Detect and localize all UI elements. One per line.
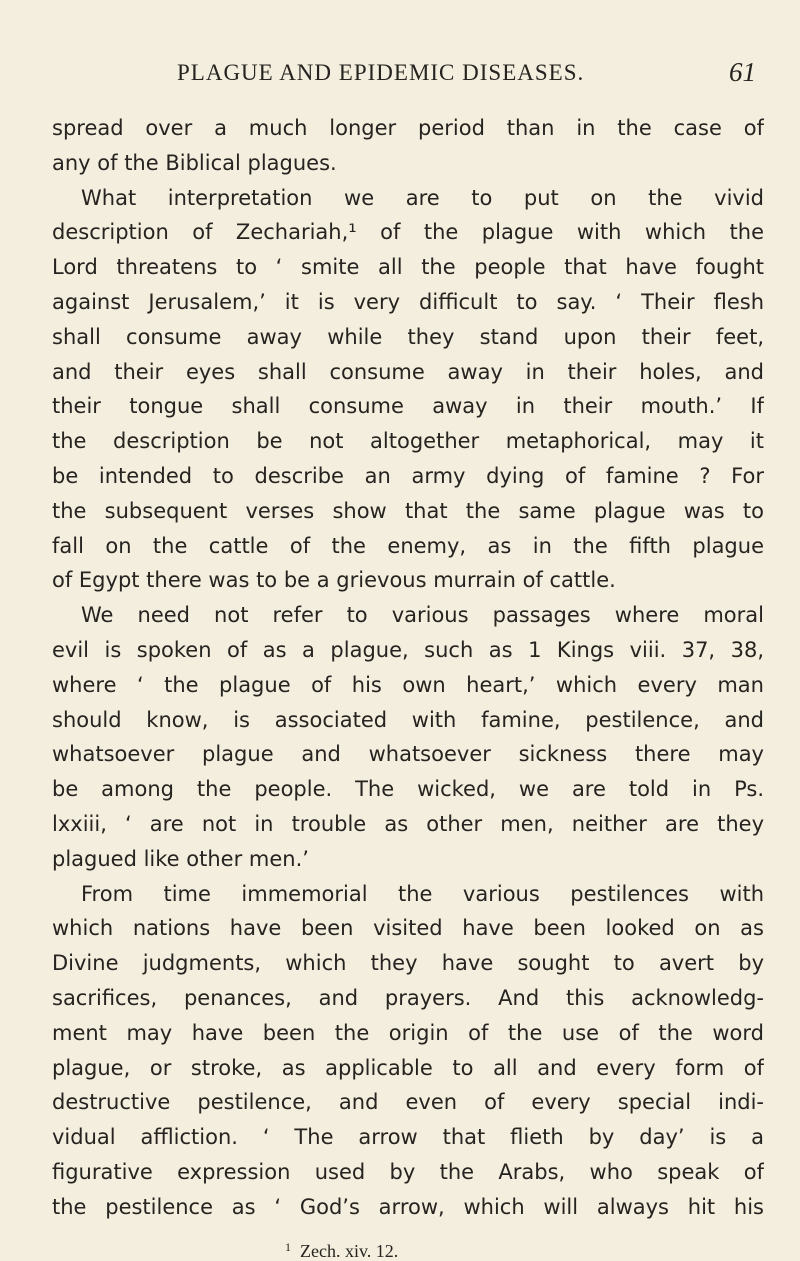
text-line: and their eyes shall consume away in their holes, and <box>52 359 764 384</box>
text-line: description of Zechariah,¹ of the plague with which the <box>52 220 764 245</box>
text-line: the description be not altogether metaphorical, may it <box>52 429 764 454</box>
text-line: where ‘ the plague of his own heart,’ which every man <box>52 672 764 697</box>
text-line: spread over a much longer period than in the case of <box>52 116 764 140</box>
paragraph-first-line: What interpretation we are to put on the vivid <box>81 185 764 210</box>
footnote-text: Zech. xiv. 12. <box>300 1241 399 1261</box>
footnote <box>285 1237 398 1261</box>
text-line: shall consume away while they stand upon their feet, <box>52 324 764 349</box>
text-line: be intended to describe an army dying of famine ? For <box>52 463 764 488</box>
text-line: the pestilence as ‘ God’s arrow, which will always hit his <box>52 1194 764 1219</box>
text-line: evil is spoken of as a plague, such as 1 Kings viii. 37, 38, <box>52 637 764 662</box>
text-line: should know, is associated with famine, pestilence, and <box>52 707 764 732</box>
text-line: of Egypt there was to be a grievous murrain of cattle. <box>52 568 616 593</box>
text-line: ment may have been the origin of the use of the word <box>52 1020 764 1045</box>
text-line: Divine judgments, which they have sought to avert by <box>52 951 764 976</box>
body-text <box>52 111 764 1225</box>
text-line: plague, or stroke, as applicable to all and every form of <box>52 1055 764 1080</box>
text-line: vidual affliction. ‘ The arrow that flieth by day’ is a <box>52 1125 764 1150</box>
text-line: lxxiii, ‘ are not in trouble as other men, neither are they <box>52 811 764 836</box>
text-line: their tongue shall consume away in their mouth.’ If <box>52 394 764 419</box>
running-head <box>52 57 756 92</box>
footnote-mark: 1 <box>285 1240 291 1254</box>
running-head-title: PLAGUE AND EPIDEMIC DISEASES. <box>177 60 585 85</box>
text-line: whatsoever plague and whatsoever sickness there may <box>52 742 764 767</box>
paragraph-first-line: From time immemorial the various pestilences with <box>81 881 764 906</box>
text-line: plagued like other men.’ <box>52 846 309 871</box>
text-line: sacrifices, penances, and prayers. And this acknowledg- <box>52 985 764 1010</box>
paragraph-first-line: We need not refer to various passages where moral <box>81 603 764 628</box>
text-line: the subsequent verses show that the same plague was to <box>52 498 764 523</box>
text-line: be among the people. The wicked, we are told in Ps. <box>52 777 764 802</box>
text-line: fall on the cattle of the enemy, as in the fifth plague <box>52 533 764 558</box>
text-line: destructive pestilence, and even of every special indi- <box>52 1090 764 1115</box>
text-line: which nations have been visited have been looked on as <box>52 916 764 941</box>
text-line: figurative expression used by the Arabs, who speak of <box>52 1159 764 1184</box>
text-line: any of the Biblical plagues. <box>52 150 337 175</box>
text-line: against Jerusalem,’ it is very difficult to say. ‘ Their flesh <box>52 289 764 314</box>
page-number: 61 <box>729 57 756 87</box>
text-line: Lord threatens to ‘ smite all the people that have fought <box>52 255 764 280</box>
